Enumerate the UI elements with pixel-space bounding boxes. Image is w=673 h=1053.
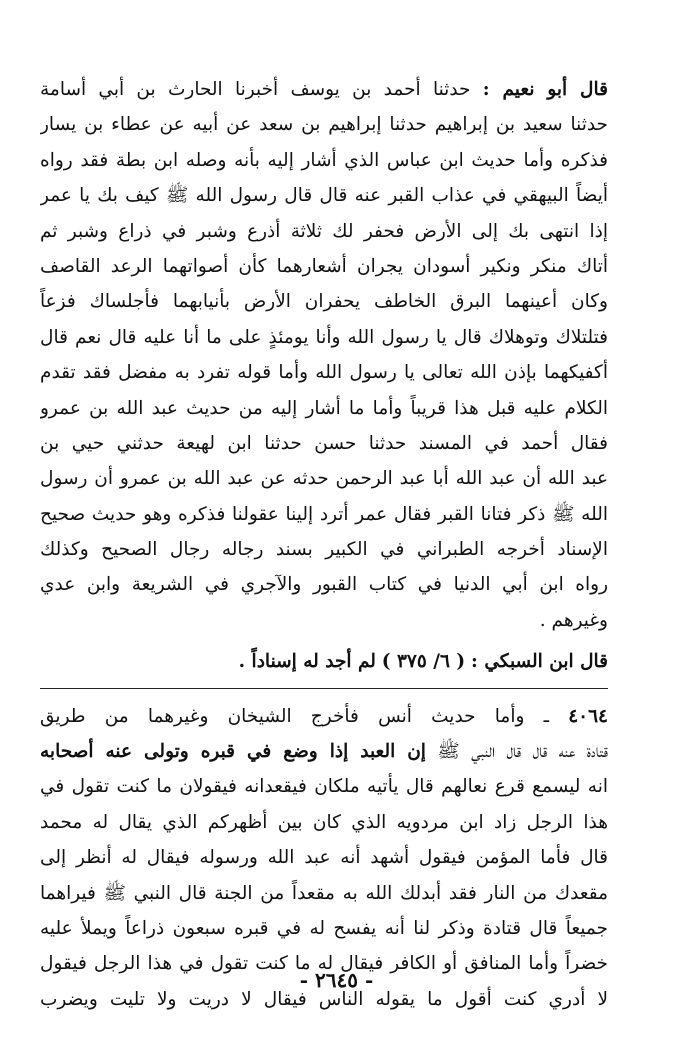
text-line: انه ليسمع قرع نعالهم قال يأتيه ملكان فيقعدانه فيقولان ما كنت تقول في — [40, 776, 608, 798]
text-line — [40, 734, 608, 769]
text-line: مقعدك من النار فقد أبدلك الله به مقعداً من الجنة قال النبي ﷺ فيراهما — [40, 882, 608, 904]
text-line: أتاك منكر ونكير أسودان يجران أشعارهما كأن أصواتهما الرعد القاصف — [40, 255, 608, 277]
text-line: الكلام عليه قبل هذا قريباً وأما ما أشار إليه من حديث عبد الله بن عمرو — [40, 397, 608, 419]
text-line: إذا انتهى بك إلى الأرض فحفر لك ثلاثة أذرع وشبر في ذراع وشبر ثم — [40, 220, 608, 242]
section-divider — [40, 688, 608, 689]
text-line — [40, 72, 608, 107]
volume-page-reference: ( ٦/ ٣٧٥ ) — [381, 651, 466, 673]
text-line: عبد الله أن عبد الله أبا عبد الرحمن حدثه عن عبد الله بن عمرو أن رسول — [40, 468, 608, 490]
hadith-intro: ـ وأما حديث أنس فأخرج الشيخان وغيرهما من طريق — [40, 705, 550, 727]
text-line: حدثنا سعيد بن إبراهيم حدثنا إبراهيم بن سعد عن أبيه عن عطاء بن يسار — [40, 114, 608, 136]
speaker-ibn-subki: قال ابن السبكي : — [471, 651, 608, 673]
text-line: رواه ابن أبي الدنيا في كتاب القبور والآجري في الشريعة وابن عدي — [40, 574, 608, 596]
text-line: الله ﷺ ذكر فتانا القبر فقال عمر أترد إلينا عقولنا فذكره وهو حديث صحيح — [40, 503, 608, 525]
text-line: قال فأما المؤمن فيقول أشهد أنه عبد الله ورسوله فيقال له أنظر إلى — [40, 847, 608, 869]
subki-comment: لم أجد له إسناداً . — [238, 651, 376, 673]
text-line: فقال أحمد في المسند حدثنا حسن حدثنا ابن لهيعة حدثني حيي بن — [40, 432, 608, 454]
text-line: فتلتلاك وتوهلاك قال يا رسول الله وأنا يومئذٍ على ما أنا عليه قال نعم قال — [40, 326, 608, 348]
hadith-matn: إن العبد إذا وضع في قبره وتولى عنه أصحابه — [40, 741, 426, 763]
text-line: الإسناد أخرجه الطبراني في الكبير بسند رجاله رجال الصحيح وكذلك — [40, 539, 608, 561]
speaker-abu-nuaym: قال أبو نعيم : — [482, 79, 608, 100]
text-line: جميعاً قال قتادة وذكر لنا أنه يفسح له في قبره سبعون ذراعاً ويملأ عليه — [40, 917, 608, 939]
subki-quote — [40, 644, 608, 679]
line-text: حدثنا أحمد بن يوسف أخبرنا الحارث بن أبي أسامة — [40, 79, 471, 100]
text-line: فذكره وأما حديث ابن عباس الذي أشار إليه بأنه وصله ابن بطة فقد رواه — [40, 149, 608, 171]
text-line: وكان أعينهما البرق الخاطف يحفران الأرض بأنيابهما فأجلساك فزعاً — [40, 291, 608, 313]
text-line: أكفيكهما بإذن الله تعالى يا رسول الله وأما قوله تفرد به مفضل فقد تقدم — [40, 362, 608, 384]
text-line: وغيرهم . — [539, 609, 608, 631]
page-number: - ٢٦٤٥ - — [299, 968, 374, 992]
hadith-heading-line — [40, 699, 608, 734]
text-line: لا أدري كنت أقول ما يقوله الناس فيقال لا دريت ولا تليت ويضرب — [40, 988, 608, 1010]
text-line: هذا الرجل زاد ابن مردويه الذي كان بين أظهركم الذي يقال له محمد — [40, 811, 608, 833]
hadith-number: ٤٠٦٤ — [568, 705, 608, 727]
text-line: خضراً وأما المنافق أو الكافر فيقال له ما كنت تقول في هذا الرجل فيقول — [40, 953, 608, 975]
text-line: أيضاً البيهقي في عذاب القبر عنه قال قال رسول الله ﷺ كيف بك يا عمر — [40, 185, 608, 207]
line-text: قتادة عنه قال قال النبي ﷺ — [437, 741, 608, 763]
page-body — [40, 72, 608, 1017]
